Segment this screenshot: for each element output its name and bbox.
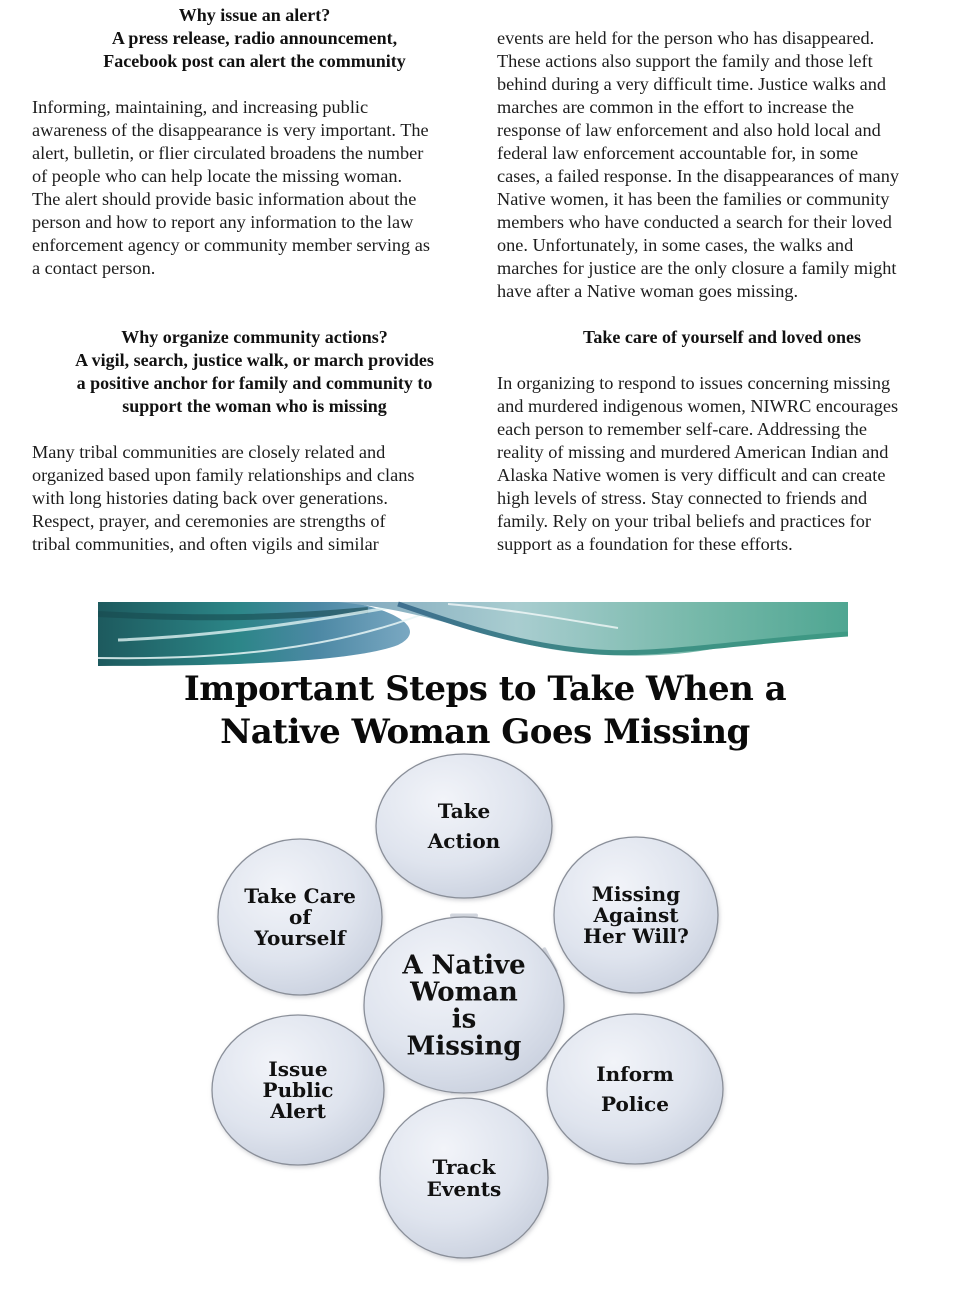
body-line: marches for justice are the only closure a family might: [497, 258, 897, 278]
heading-line: Take care of yourself and loved ones: [582, 327, 861, 347]
node-missing-against-her-will: [554, 837, 718, 993]
node-label: Take Care: [244, 884, 356, 908]
body-line: members who have conducted a search for their loved: [497, 212, 892, 232]
body-line: tribal communities, and often vigils and similar: [32, 534, 379, 554]
body-line: federal law enforcement accountable for, in some: [497, 143, 859, 163]
node-label: Issue: [268, 1057, 328, 1081]
body-line: Native women, it has been the families or community: [497, 189, 890, 209]
node-take-care-of-yourself: [218, 839, 382, 995]
node-label: Against: [593, 903, 679, 927]
heading-line: support the woman who is missing: [122, 396, 387, 416]
node-label: Missing: [406, 1031, 522, 1062]
body-line: of people who can help locate the missing woman.: [32, 166, 403, 186]
body-line: with long histories dating back over generations.: [32, 488, 388, 508]
node-label: Yourself: [254, 926, 346, 950]
node-label: Action: [427, 829, 501, 853]
body-line: These actions also support the family and those left: [497, 51, 873, 71]
heading-line: A press release, radio announcement,: [111, 28, 398, 48]
body-line: enforcement agency or community member serving as: [32, 235, 430, 255]
body-line: high levels of stress. Stay connected to friends and: [497, 488, 868, 508]
node-label: of: [289, 905, 311, 929]
title-line: Native Woman Goes Missing: [220, 712, 750, 752]
node-circle: [547, 1014, 723, 1164]
body-line: organized based upon family relationships and clans: [32, 465, 415, 485]
body-line: each person to remember self-care. Addressing the: [497, 419, 868, 439]
node-inform-police: [547, 1014, 723, 1164]
body-line: a contact person.: [32, 258, 156, 278]
heading-line: a positive anchor for family and community to: [76, 373, 433, 393]
heading-line: Why organize community actions?: [121, 327, 388, 347]
node-label: Track: [432, 1155, 496, 1179]
body-line: Respect, prayer, and ceremonies are strengths of: [32, 511, 386, 531]
title-line: Important Steps to Take When a: [183, 669, 787, 709]
body-line: reality of missing and murdered American Indian and: [497, 442, 889, 462]
body-line: events are held for the person who has disappeared.: [497, 28, 875, 48]
body-line: Many tribal communities are closely related and: [32, 442, 386, 462]
node-label: Inform: [596, 1062, 674, 1086]
node-label: Missing: [591, 882, 681, 906]
body-line: have after a Native woman goes missing.: [497, 281, 799, 301]
body-line: support as a foundation for these efforts.: [497, 534, 793, 554]
body-line: Alaska Native women is very difficult and can create: [497, 465, 886, 485]
body-line: marches are common in the effort to increase the: [497, 97, 855, 117]
node-label: Police: [601, 1092, 669, 1116]
heading-line: Facebook post can alert the community: [103, 51, 406, 71]
body-line: In organizing to respond to issues concerning missing: [497, 373, 891, 393]
body-line: one. Unfortunately, in some cases, the walks and: [497, 235, 854, 255]
body-line: family. Rely on your tribal beliefs and practices for: [497, 511, 871, 531]
body-line: response of law enforcement and also hold local and: [497, 120, 881, 140]
node-take-action: [376, 754, 552, 898]
node-label: is: [451, 1004, 477, 1035]
body-line: cases, a failed response. In the disappearances of many: [497, 166, 900, 186]
node-label: Take: [437, 799, 491, 823]
node-label: Public: [262, 1078, 334, 1102]
body-line: Informing, maintaining, and increasing public: [32, 97, 369, 117]
body-line: behind during a very difficult time. Justice walks and: [497, 74, 887, 94]
node-label: Events: [426, 1177, 502, 1201]
diagram-nodes: [212, 754, 723, 1258]
node-label: Alert: [270, 1099, 326, 1123]
body-line: and murdered indigenous women, NIWRC encourages: [497, 396, 899, 416]
node-center: [364, 917, 564, 1093]
heading-line: Why issue an alert?: [178, 5, 331, 25]
node-label: Her Will?: [583, 924, 689, 948]
heading-line: A vigil, search, justice walk, or march provides: [75, 350, 434, 370]
node-issue-public-alert: [212, 1015, 384, 1165]
node-label: A Native: [402, 950, 526, 981]
node-circle: [376, 754, 552, 898]
node-label: Woman: [410, 977, 518, 1008]
body-line: person and how to report any information to the law: [32, 212, 414, 232]
body-line: The alert should provide basic information about the: [32, 189, 417, 209]
body-line: alert, bulletin, or flier circulated broadens the number: [32, 143, 424, 163]
node-track-events: [380, 1098, 548, 1258]
body-line: awareness of the disappearance is very important. The: [32, 120, 429, 140]
